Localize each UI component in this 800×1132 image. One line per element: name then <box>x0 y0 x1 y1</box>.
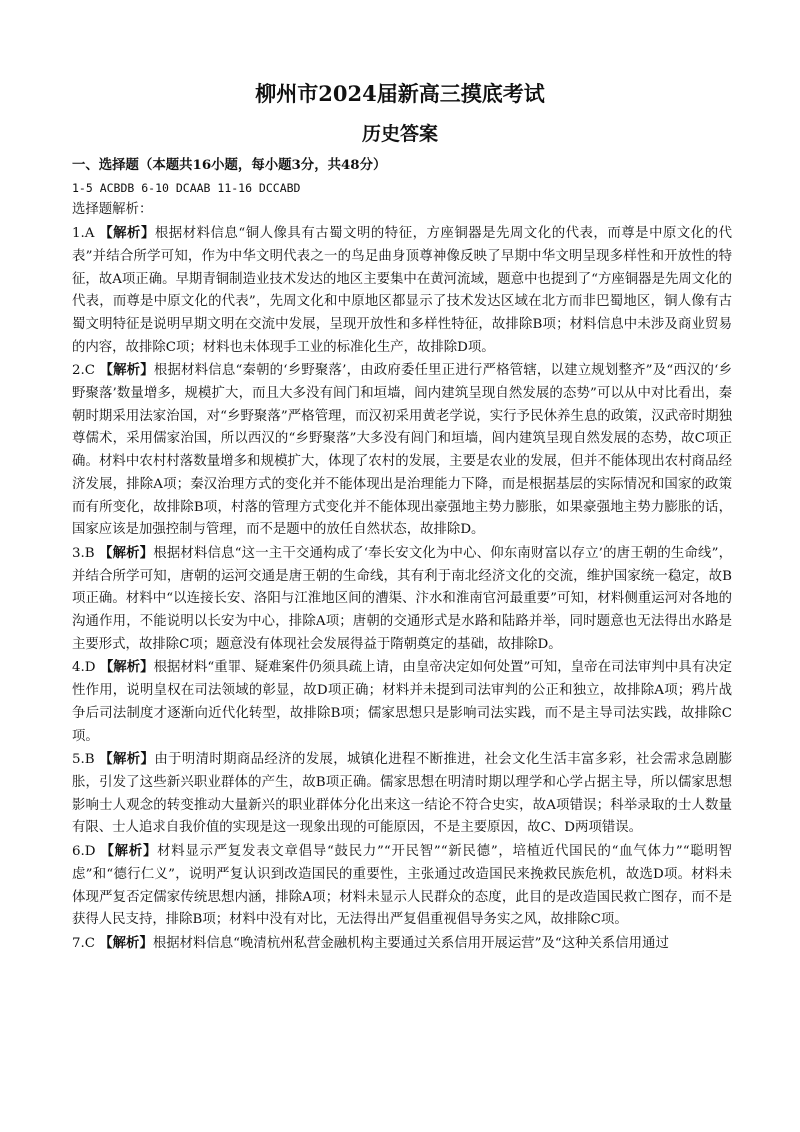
analysis-tag: 【解析】 <box>99 751 155 768</box>
analysis-text: 根据材料信息“晚清杭州私营金融机构主要通过关系信用开展运营”及“这种关系信用通过 <box>152 935 669 951</box>
analysis-item <box>72 222 732 359</box>
analysis-tag: 【解析】 <box>99 659 154 676</box>
question-number: 5.B <box>72 752 100 768</box>
answer-key: 1-5 ACBDB 6-10 DCAAB 11-16 DCCABD <box>72 180 301 195</box>
question-number: 7.C <box>72 935 100 951</box>
analysis-text: 由于明清时期商品经济的发展，城镇化进程不断推进，社会文化生活丰富多彩，社会需求急剧膨胀，引发了这些新兴职业群体的产生，故B项正确。儒家思想在明清时期以理学和心学占据主导，所以儒家思想影响士人观念的转变推动大量新兴的职业群体分化出来这一结论不符合史实，故A项错误；科举录取的士人数量有限、士人追求自我价值的实现是这一现象出现的可能原因，不是主要原因，故C、D两项错误。 <box>72 752 733 836</box>
analysis-tag: 【解析】 <box>99 225 155 242</box>
analysis-text: 根据材料信息“铜人像具有古蜀文明的特征，方座铜器是先周文化的代表，而尊是中原文化的代表”并结合所学可知，作为中华文明代表之一的鸟足曲身顶尊神像反映了早期中华文明呈现多样性和开放性的特征，故A项正确。早期青铜制造业技术发达的地区主要集中在黄河流域，题意中也提到了“方座铜器是先周文化的代表，而尊是中原文化的代表”，先周文化和中原地区都显示了技术发达区域在北方而非巴蜀地区，铜人像有古蜀文明特征是说明早期文明在交流中发展，呈现开放性和多样性特征，故排除B项；材料信息中未涉及商业贸易的内容，故排除C项；材料也未体现手工业的标准化生产，故排除D项。 <box>72 226 733 355</box>
analysis-tag: 【解析】 <box>100 843 158 860</box>
analysis-item <box>72 748 732 840</box>
section-heading: 一、选择题（本题共16小题，每小题3分，共48分） <box>72 157 387 173</box>
analysis-item <box>72 359 732 542</box>
analysis-text: 根据材料信息“这一主干交通构成了‘奉长安文化为中心、仰东南财富以存立’的唐王朝的生命线”，并结合所学可知，唐朝的运河交通是唐王朝的生命线，其有利于南北经济文化的交流，维护国家统一稳定，故B项正确。材料中“以连接长安、洛阳与江淮地区间的漕渠、汴水和淮南官河最重要”可知，材料侧重运河对各地的沟通作用，不能说明以长安为中心，排除A项；唐朝的交通形式是水路和陆路并举，同时题意也无法得出水路是主要形式，故排除C项；题意没有体现社会发展得益于隋朝奠定的基础，故排除D。 <box>72 545 733 652</box>
analysis-label: 选择题解析： <box>72 202 153 218</box>
analysis-item <box>72 656 732 748</box>
analysis-text: 根据材料“重罪、疑难案件仍须具疏上请，由皇帝决定如何处置”可知，皇帝在司法审判中具有决定性作用，说明皇权在司法领域的彰显，故D项正确；材料并未提到司法审判的公正和独立，故排除A项；鸦片战争后司法制度才逐渐向近代化转型，故排除B项；儒家思想只是影响司法实践，而不是主导司法实践，故排除C项。 <box>72 660 732 744</box>
question-number: 6.D <box>72 844 101 860</box>
analysis-item <box>72 840 732 932</box>
question-number: 3.B <box>72 545 100 561</box>
answer-body <box>72 154 732 956</box>
page-title: 柳州市2024届新高三摸底考试 <box>255 81 545 106</box>
analysis-tag: 【解析】 <box>99 544 154 561</box>
analysis-list <box>72 222 732 956</box>
question-number: 2.C <box>72 363 100 379</box>
question-number: 4.D <box>72 660 100 676</box>
analysis-tag: 【解析】 <box>99 362 154 379</box>
analysis-text: 根据材料信息“秦朝的‘乡野聚落’，由政府委任里正进行严格管辖，以建立规划整齐”及“西汉的‘乡野聚落’数量增多，规模扩大，而且大多没有闾门和垣墙，闾内建筑呈现自然发展的态势”可以从中对比看出，秦朝时期采用法家治国，对“乡野聚落”严格管理，而汉初采用黄老学说，实行予民休养生息的政策，汉武帝时期独尊儒术，采用儒家治国，所以西汉的“乡野聚落”大多没有闾门和垣墙，闾内建筑呈现自然发展的态势，故C项正确。材料中农村村落数量增多和规模扩大，体现了农村的发展，主要是农业的发展，但并不能体现出农村商品经济发展，排除A项；秦汉治理方式的变化并不能体现出是治理能力下降，而是根据基层的实际情况和国家的政策而有所变化，故排除B项，村落的管理方式变化并不能体现出豪强地主势力膨胀，如果豪强地主势力膨胀的话，国家应该是加强控制与管理，而不是题中的放任自然状态，故排除D。 <box>72 363 733 538</box>
analysis-item <box>72 542 732 657</box>
analysis-tag: 【解析】 <box>99 934 153 951</box>
page-subtitle: 历史答案 <box>361 123 438 145</box>
analysis-item <box>72 932 732 956</box>
analysis-text: 材料显示严复发表文章倡导“鼓民力”“开民智”“新民德”，培植近代国民的“血气体力”“聪明智虑”和“德行仁义”，说明严复认识到改造国民的重要性，主张通过改造国民来挽救民族危机，故选D项。材料未体现严复否定儒家传统思想内涵，排除A项；材料未显示人民群众的态度，此目的是改造国民救亡图存，而不是获得人民支持，排除B项；材料中没有对比，无法得出严复倡重视倡导务实之风，故排除C项。 <box>72 844 732 928</box>
question-number: 1.A <box>72 226 100 242</box>
